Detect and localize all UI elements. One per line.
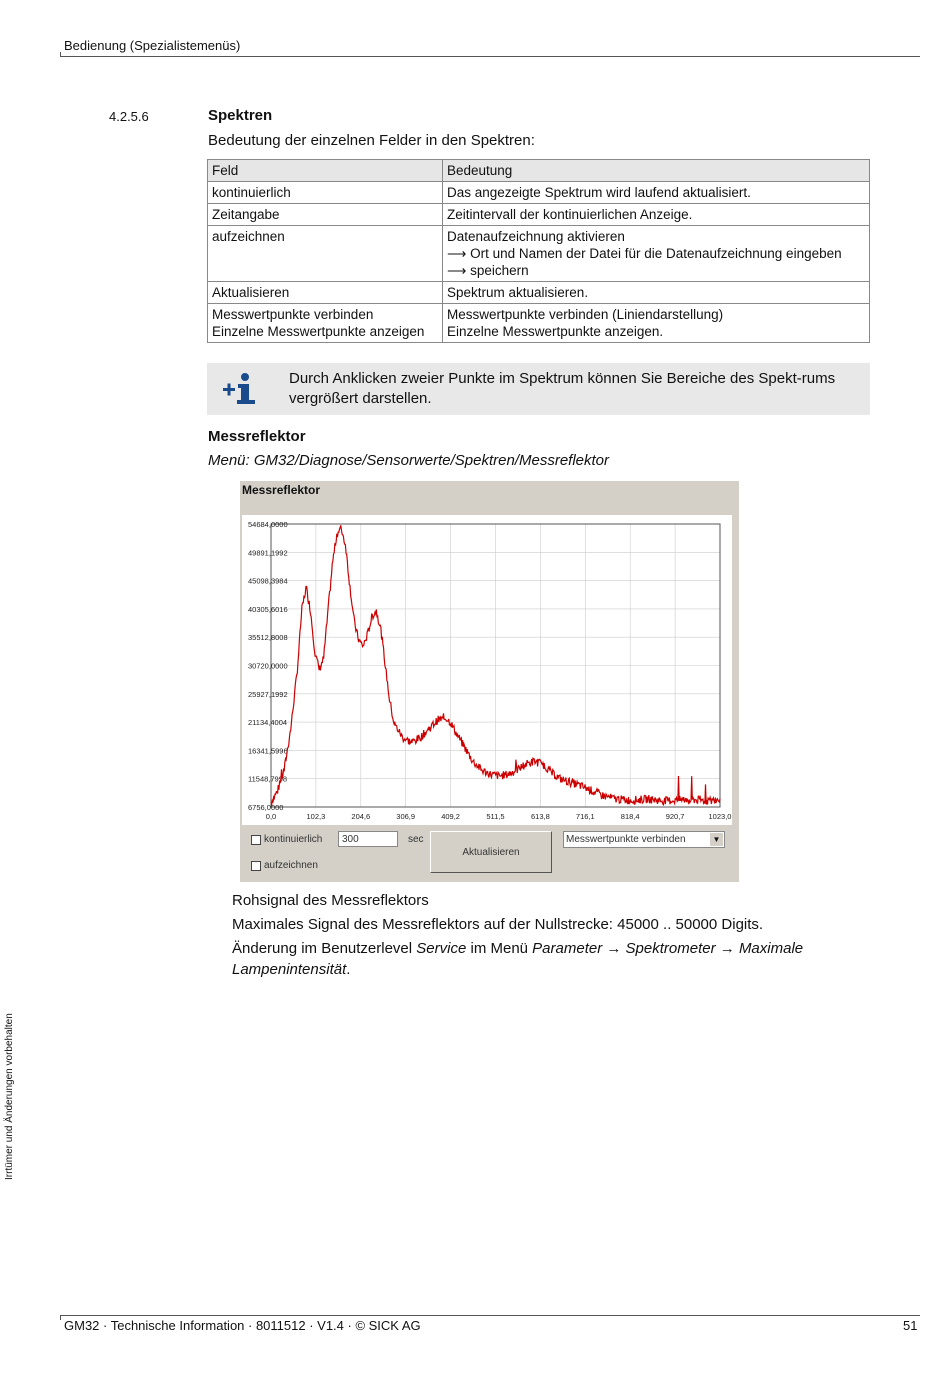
- x-tick-label: 0,0: [265, 812, 277, 821]
- table-row: [208, 282, 870, 304]
- table-cell-line: Einzelne Messwertpunkte anzeigen: [212, 324, 425, 339]
- table-cell-line: [447, 245, 865, 262]
- info-icon: [222, 372, 258, 406]
- y-tick-label: 11548,7998: [248, 774, 288, 784]
- table-cell-line: Einzelne Messwertpunkte anzeigen.: [447, 324, 664, 339]
- continuous-checkbox[interactable]: [251, 835, 261, 845]
- y-axis-ticks: [248, 520, 288, 812]
- info-note-text: Durch Anklicken zweier Punkte im Spektrum können Sie Bereiche des Spekt-rums vergrößert darstellen.: [289, 370, 836, 407]
- table-cell: Zeitangabe: [208, 204, 443, 226]
- y-tick-label: 16341,5996: [248, 746, 288, 756]
- table-row: [208, 226, 870, 282]
- menu-path: Menü: GM32/Diagnose/Sensorwerte/Spektren/Messreflektor: [208, 452, 610, 469]
- x-tick-label: 716,1: [575, 812, 595, 821]
- table-row: [208, 204, 870, 226]
- table-cell: Das angezeigte Spektrum wird laufend aktualisiert.: [443, 182, 870, 204]
- text-span-italic: Parameter: [532, 940, 603, 957]
- x-tick-label: 1023,0: [708, 812, 732, 821]
- window-title: Messreflektor: [242, 483, 321, 497]
- y-tick-label: 6756,0000: [248, 803, 284, 812]
- x-tick-label: 409,2: [441, 812, 460, 821]
- footer-rule-tick: [60, 1315, 61, 1320]
- text-span-italic: Service: [416, 940, 467, 957]
- y-tick-label: 40305,6016: [248, 604, 288, 614]
- interval-input-value: 300: [342, 834, 359, 845]
- y-tick-label: 45098,3984: [248, 576, 288, 586]
- table-cell: Zeitintervall der kontinuierlichen Anzeige.: [443, 204, 870, 226]
- y-tick-label: 54684,0000: [248, 520, 288, 529]
- y-tick-label: 35512,8008: [248, 633, 288, 643]
- chart-grid: [271, 524, 720, 807]
- y-tick-label: 25927,1992: [248, 689, 288, 699]
- y-tick-label: 49891,1992: [248, 548, 288, 558]
- table-cell: aufzeichnen: [208, 226, 443, 282]
- table-row: [208, 182, 870, 204]
- table-cell: [208, 304, 443, 343]
- page-number: 51: [903, 1318, 918, 1333]
- table-cell-line: Messwertpunkte verbinden (Liniendarstellung): [447, 307, 724, 322]
- text-span-italic: Spektrometer: [625, 940, 716, 957]
- arrow-right-icon: ⟶: [447, 263, 467, 278]
- footer-text: GM32 · Technische Information · 8011512 · V1.4 · © SICK AG: [64, 1318, 421, 1333]
- arrow-right-icon: →: [719, 940, 735, 957]
- display-mode-dropdown[interactable]: [563, 831, 725, 848]
- continuous-checkbox-label: kontinuierlich: [264, 834, 323, 845]
- text-span-italic: Maximale Lampenintensität: [232, 940, 804, 978]
- sidebar-disclaimer: Irrtümer und Änderungen vorbehalten: [4, 1013, 15, 1180]
- interval-input[interactable]: [338, 831, 398, 847]
- arrow-right-icon: ⟶: [447, 246, 467, 261]
- text-span: im Menü: [466, 940, 533, 957]
- table-cell-line: Messwertpunkte verbinden: [212, 307, 374, 322]
- description-line: Rohsignal des Messreflektors: [232, 892, 429, 909]
- x-tick-label: 613,8: [531, 812, 550, 821]
- table-cell-line: [447, 262, 865, 279]
- table-cell: Spektrum aktualisieren.: [443, 282, 870, 304]
- arrow-right-icon: →: [606, 940, 622, 957]
- table-cell-subline: speichern: [470, 263, 529, 278]
- spectrum-chart[interactable]: [242, 515, 734, 827]
- y-tick-label: 30720,0000: [248, 661, 288, 671]
- x-tick-label: 920,7: [665, 812, 685, 821]
- header-rule: [60, 56, 920, 57]
- fields-table: [207, 159, 870, 343]
- x-tick-label: 102,3: [306, 812, 326, 821]
- record-checkbox[interactable]: [251, 861, 261, 871]
- table-cell: [443, 304, 870, 343]
- table-cell: Aktualisieren: [208, 282, 443, 304]
- y-tick-label: 21134,4004: [248, 718, 288, 728]
- section-intro: Bedeutung der einzelnen Felder in den Spektren:: [208, 132, 535, 149]
- table-row: [208, 304, 870, 343]
- table-header-cell: Bedeutung: [443, 160, 870, 182]
- section-number: 4.2.5.6: [109, 109, 149, 124]
- text-span: Änderung im Benutzerlevel: [232, 940, 417, 957]
- table-cell-line: Datenaufzeichnung aktivieren: [447, 229, 625, 244]
- description-paragraph: [232, 938, 882, 980]
- table-header-cell: Feld: [208, 160, 443, 182]
- display-mode-value: Messwertpunkte verbinden: [566, 834, 686, 845]
- table-cell: [443, 226, 870, 282]
- refresh-button[interactable]: [430, 831, 552, 873]
- running-header: Bedienung (Spezialistemenüs): [64, 38, 241, 53]
- section-title: Spektren: [208, 107, 273, 124]
- x-tick-label: 511,5: [486, 812, 505, 821]
- header-rule-tick: [60, 52, 61, 57]
- description-line: Maximales Signal des Messreflektors auf der Nullstrecke: 45000 .. 50000 Digits.: [232, 916, 764, 933]
- x-axis-ticks: [266, 812, 732, 821]
- record-checkbox-label: aufzeichnen: [264, 860, 318, 871]
- x-tick-label: 818,4: [620, 812, 640, 821]
- table-cell-subline: Ort und Namen der Datei für die Datenaufzeichnung eingeben: [470, 246, 842, 261]
- chevron-down-icon[interactable]: ▼: [710, 833, 723, 846]
- x-tick-label: 306,9: [396, 812, 416, 821]
- subsection-title: Messreflektor: [208, 428, 306, 445]
- refresh-button-label: Aktualisieren: [462, 847, 520, 858]
- text-span: .: [346, 961, 351, 978]
- table-header-row: [208, 160, 870, 182]
- table-cell: kontinuierlich: [208, 182, 443, 204]
- interval-unit-label: sec: [408, 834, 424, 845]
- x-tick-label: 204,6: [351, 812, 371, 821]
- footer-rule: [60, 1315, 920, 1316]
